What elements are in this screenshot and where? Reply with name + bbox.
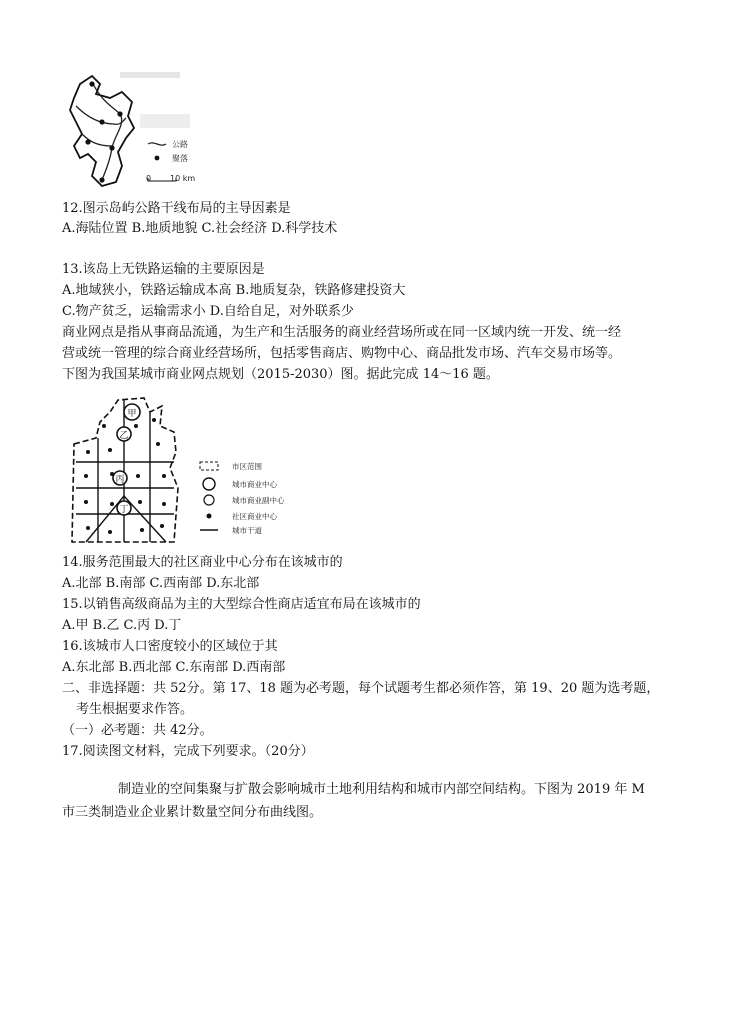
settlement-dot <box>109 145 114 150</box>
question-13-options-2: C.物产贫乏，运输需求小 D.自给自足，对外联系少 <box>62 304 354 319</box>
material-line-1: 制造业的空间集聚与扩散会影响城市土地利用结构和城市内部空间结构。下图为 2019 年 M <box>118 782 645 797</box>
question-12-options: A.海陆位置 B.地质地貌 C.社会经济 D.科学技术 <box>62 221 338 236</box>
question-16-stem: 16.该城市人口密度较小的区域位于其 <box>62 639 278 654</box>
legend-city-subcenter-label: 城市商业副中心 <box>232 496 285 505</box>
question-15-options: A.甲 B.乙 C.丙 D.丁 <box>62 618 182 633</box>
settlement-dot <box>89 81 94 86</box>
scale-distance-label: 10 km <box>170 174 196 183</box>
legend-settlement-symbol <box>155 156 160 161</box>
section-2-required-heading: （一）必考题：共 42分。 <box>62 723 213 738</box>
legend-community-label: 社区商业中心 <box>232 512 277 521</box>
question-17-stem: 17.阅读图文材料，完成下列要求。（20分） <box>62 744 314 759</box>
question-16-options: A.东北部 B.西北部 C.东南部 D.西南部 <box>62 660 286 675</box>
settlement-dot <box>99 177 104 182</box>
question-12-stem: 12.图示岛屿公路干线布局的主导因素是 <box>62 201 291 216</box>
legend-city-center-symbol <box>203 478 215 490</box>
island-outline <box>70 76 134 186</box>
center-label-yi: 乙 <box>119 431 129 441</box>
question-14-options: A.北部 B.南部 C.西南部 D.东北部 <box>62 576 260 591</box>
settlement-dot <box>117 111 122 116</box>
question-13-options-1: A.地域狭小，铁路运输成本高 B.地质复杂，铁路修建投资大 <box>62 283 406 298</box>
question-13-stem: 13.该岛上无铁路运输的主要原因是 <box>62 262 265 277</box>
city-commercial-map-figure <box>66 392 306 548</box>
section-2-heading-line-2: 考生根据要求作答。 <box>76 702 194 717</box>
question-15-stem: 15.以销售高级商品为主的大型综合性商店适宜布局在该城市的 <box>62 597 421 612</box>
center-label-ding: 丁 <box>119 505 129 515</box>
intro-line-3: 下图为我国某城市商业网点规划（2015-2030）图。据此完成 14～16 题。 <box>62 367 499 382</box>
city-boundary <box>72 398 178 542</box>
settlement-dot <box>99 119 104 124</box>
legend-community-symbol <box>207 514 212 519</box>
scale-zero-label: 0 <box>146 174 152 183</box>
legend-settlement-label: 聚落 <box>172 154 188 163</box>
legend-city-center-label: 城市商业中心 <box>232 480 277 489</box>
section-2-heading-line-1: 二、非选择题：共 52分。第 17、18 题为必考题，每个试题考生都必须作答，第 19、20 题为选考题， <box>62 681 660 696</box>
intro-line-2: 营或统一管理的综合商业经营场所，包括零售商店、购物中心、商品批发市场、汽车交易市场等。 <box>62 346 622 361</box>
legend-city-subcenter-symbol <box>204 495 214 505</box>
material-line-2: 市三类制造业企业累计数量空间分布曲线图。 <box>62 805 323 820</box>
question-14-stem: 14.服务范围最大的社区商业中心分布在该城市的 <box>62 555 343 570</box>
intro-line-1: 商业网点是指从事商品流通，为生产和生活服务的商业经营场所或在同一区域内统一开发、统一经 <box>62 325 622 340</box>
center-label-jia: 甲 <box>127 409 137 419</box>
legend-road-symbol <box>148 143 166 145</box>
settlement-dot <box>85 139 90 144</box>
legend-city-range-label: 市区范围 <box>232 462 262 471</box>
legend-road-label: 城市干道 <box>232 526 262 535</box>
legend-road-label: 公路 <box>172 140 188 149</box>
legend-city-range-symbol <box>200 462 218 470</box>
center-label-bing: 丙 <box>115 475 125 485</box>
